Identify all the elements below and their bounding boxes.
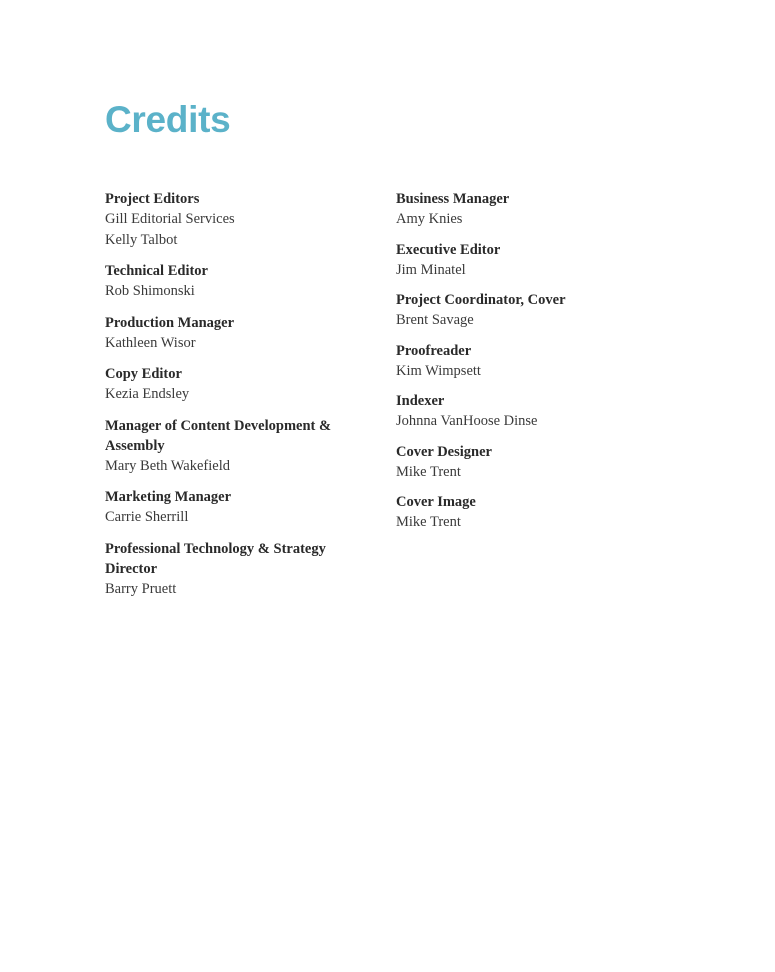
credit-role: Cover Designer [396, 443, 492, 460]
credit-name: Kim Wimpsett [396, 362, 481, 379]
credit-group-cover-image [396, 492, 656, 533]
credit-name: Gill Editorial Services [105, 211, 235, 227]
credit-name: Jim Minatel [396, 261, 466, 278]
credit-name: Mike Trent [396, 463, 461, 480]
credit-name: Mike Trent [396, 514, 461, 530]
credit-name: Kathleen Wisor [105, 334, 196, 351]
credit-name: Rob Shimonski [105, 283, 195, 299]
credit-role: Proofreader [396, 342, 472, 359]
credit-name: Mary Beth Wakefield [105, 457, 230, 474]
credit-role: Marketing Manager [105, 489, 232, 505]
credit-group-project-coordinator [396, 290, 656, 331]
credit-group-copy-editor [105, 364, 350, 405]
credits-left-column [105, 189, 350, 610]
credit-group-technical-editor [105, 261, 350, 302]
credit-role: Business Manager [396, 191, 510, 207]
credit-role: Project Coordinator, Cover [396, 292, 566, 308]
credit-group-production-manager [105, 313, 350, 354]
credit-group-executive-editor [396, 240, 656, 281]
credit-role: Executive Editor [396, 241, 501, 258]
credit-name: Johnna VanHoose Dinse [396, 413, 538, 429]
credit-group-project-editors [105, 189, 350, 250]
credit-name: Kezia Endsley [105, 386, 190, 402]
credit-group-cover-designer [396, 442, 656, 483]
page-title: Credits [105, 99, 231, 140]
credit-group-proofreader [396, 341, 656, 382]
credits-right-column [396, 189, 656, 543]
credit-role: Cover Image [396, 494, 476, 510]
credit-role: Production Manager [105, 314, 235, 331]
credit-name: Kelly Talbot [105, 231, 178, 248]
credit-group-indexer [396, 391, 656, 432]
credit-group-content-development-manager [105, 416, 350, 477]
credit-role: Indexer [396, 393, 445, 409]
credit-name: Brent Savage [396, 312, 474, 328]
credit-role: Technical Editor [105, 263, 208, 279]
credit-role: Copy Editor [105, 366, 182, 382]
credit-name: Amy Knies [396, 211, 463, 227]
credit-role: Manager of Content Development & Assembly [105, 417, 332, 454]
credit-role: Professional Technology & Strategy Director [105, 540, 326, 577]
credit-group-technology-strategy-director [105, 539, 350, 600]
credit-name: Barry Pruett [105, 580, 177, 597]
credit-role: Project Editors [105, 191, 200, 207]
credit-group-business-manager [396, 189, 656, 230]
credit-name: Carrie Sherrill [105, 509, 189, 525]
credit-group-marketing-manager [105, 487, 350, 528]
